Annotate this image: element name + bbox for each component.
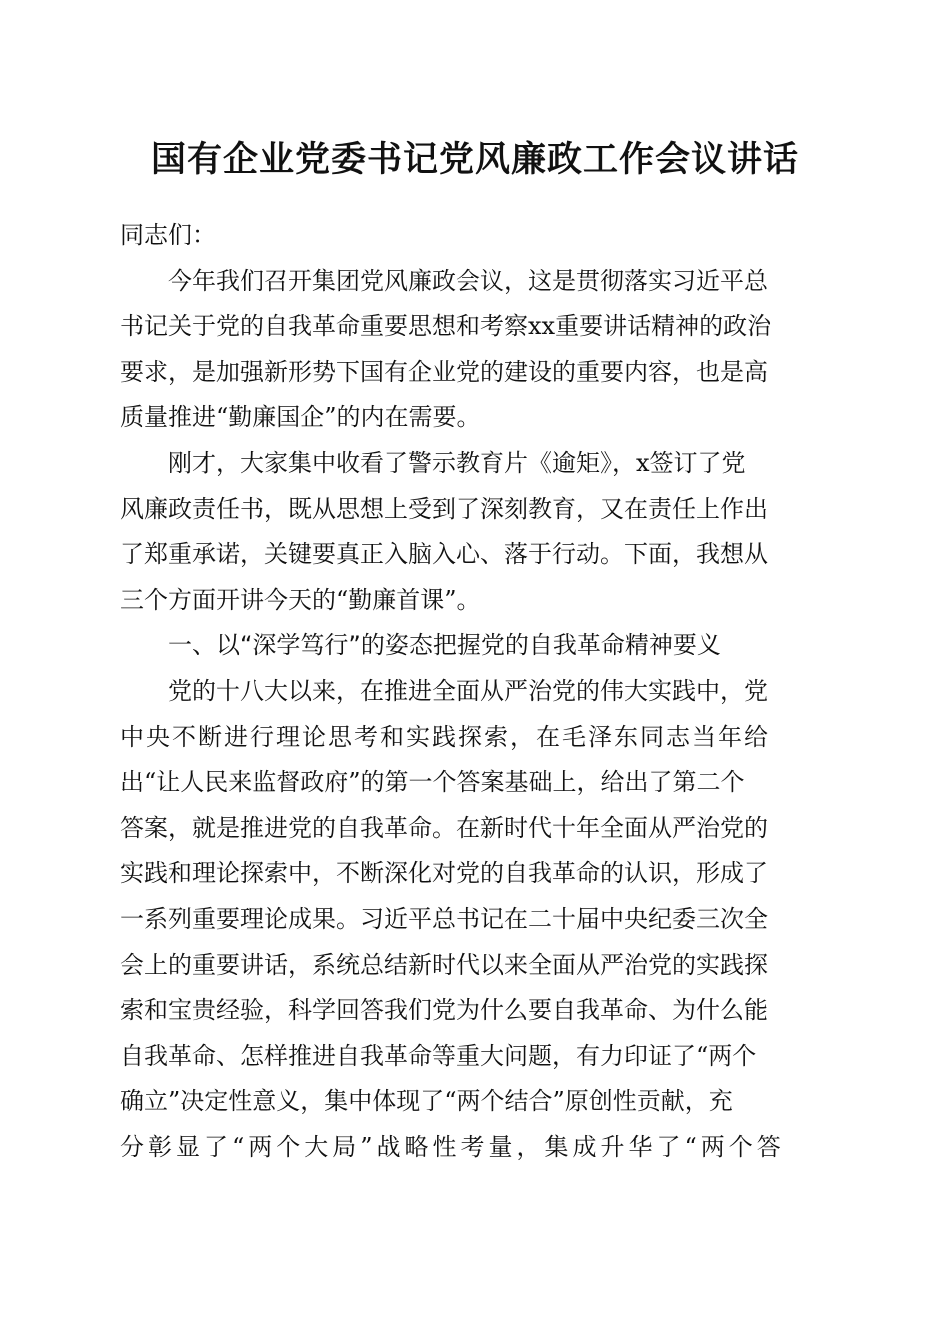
salutation-line: 同志们： — [120, 221, 216, 249]
section-heading: 一、以“深学笃行”的姿态把握党的自我革命精神要义 — [168, 631, 721, 660]
paragraph-line: 今年我们召开集团党风廉政会议，这是贯彻落实习近平总 — [168, 266, 768, 295]
paragraph-line: 会上的重要讲话，系统总结新时代以来全面从严治党的实践探 — [120, 950, 768, 979]
document-title: 国有企业党委书记党风廉政工作会议讲话 — [150, 139, 799, 180]
paragraph-line: 要求，是加强新形势下国有企业党的建设的重要内容，也是高 — [120, 357, 768, 386]
paragraph-line: 一系列重要理论成果。习近平总书记在二十届中央纪委三次全 — [120, 904, 768, 933]
paragraph-line: 中央不断进行理论思考和实践探索，在毛泽东同志当年给 — [120, 722, 770, 751]
paragraph-line: 确立”决定性意义，集中体现了“两个结合”原创性贡献，充 — [120, 1087, 733, 1116]
paragraph-line: 风廉政责任书，既从思想上受到了深刻教育，又在责任上作出 — [120, 494, 768, 523]
paragraph-line: 实践和理论探索中，不断深化对党的自我革命的认识，形成了 — [120, 859, 768, 888]
paragraph-line: 自我革命、怎样推进自我革命等重大问题，有力印证了“两个 — [120, 1041, 757, 1070]
paragraph-line: 出“让人民来监督政府”的第一个答案基础上，给出了第二个 — [120, 768, 745, 797]
paragraph-line: 答案，就是推进党的自我革命。在新时代十年全面从严治党的 — [120, 813, 768, 842]
paragraph-line: 了郑重承诺，关键要真正入脑入心、落于行动。下面，我想从 — [120, 540, 768, 569]
document-body — [120, 213, 830, 1170]
paragraph-line: 索和宝贵经验，科学回答我们党为什么要自我革命、为什么能 — [120, 996, 768, 1025]
paragraph-line: 刚才，大家集中收看了警示教育片《逾矩》，x签订了党 — [168, 448, 746, 477]
paragraph-line: 党的十八大以来，在推进全面从严治党的伟大实践中，党 — [168, 676, 768, 705]
paragraph-line: 质量推进“勤廉国企”的内在需要。 — [120, 403, 481, 432]
paragraph-line: 分彰显了“两个大局”战略性考量，集成升华了“两个答 — [120, 1132, 785, 1161]
paragraph-line: 三个方面开讲今天的“勤廉首课”。 — [120, 585, 481, 614]
paragraph-line: 书记关于党的自我革命重要思想和考察xx重要讲话精神的政治 — [120, 312, 772, 341]
